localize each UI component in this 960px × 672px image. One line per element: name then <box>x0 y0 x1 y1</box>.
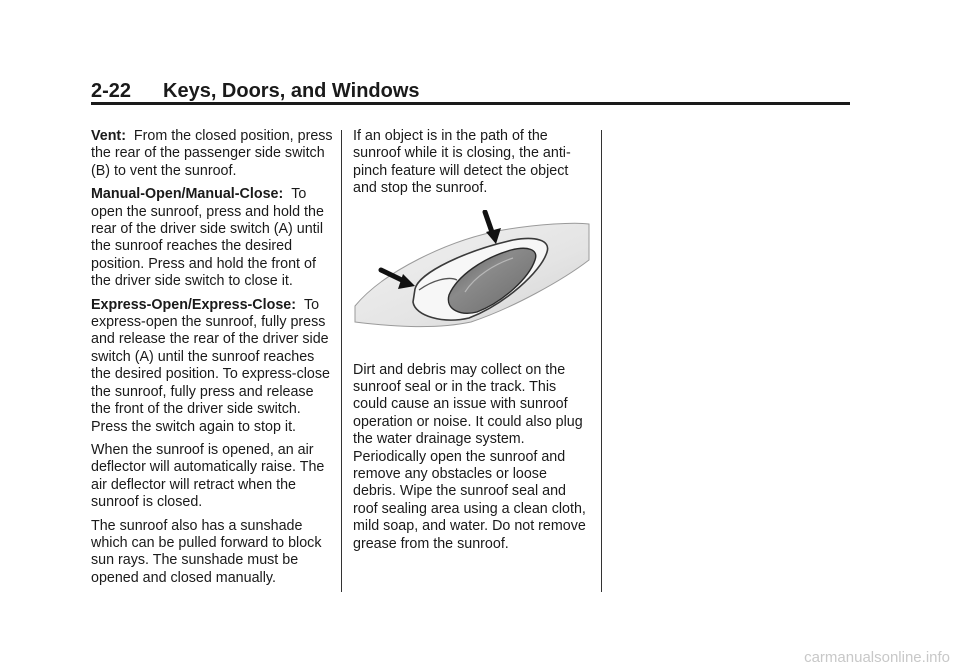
watermark: carmanualsonline.info <box>804 649 950 666</box>
dirt-debris-paragraph: Dirt and debris may collect on the sunroof seal or in the track. This could cause an issue with sunroof operation or noise. It could also plug the water drainage system. Periodically open the sunroof and remove any obstacles or loose debris. Wipe the sunroof seal and roof sealing area using a clean cloth, mild soap, and water. Do not remove grease from the sunroof. <box>353 361 586 552</box>
express-term: Express-Open/Express-Close: <box>91 296 297 313</box>
express-paragraph <box>91 297 335 436</box>
section-title: Keys, Doors, and Windows <box>163 80 420 102</box>
express-text: To express-open the sunroof, fully press and release the rear of the driver side switch (A) until the sunroof reaches the desired position. To express-close the sunroof, fully press and release the front of the driver side switch. Press the switch again to stop it. <box>91 296 330 435</box>
vent-paragraph <box>91 128 335 180</box>
page-number: 2-22 <box>91 80 132 102</box>
sunshade-paragraph: The sunroof also has a sunshade which can be pulled forward to block sun rays. The sunshade must be opened and closed manually. <box>91 517 322 586</box>
vent-term: Vent: <box>91 128 126 144</box>
manual-term: Manual-Open/Manual-Close: <box>91 186 284 203</box>
manual-text: To open the sunroof, press and hold the rear of the driver side switch (A) until the sunroof reaches the desired position. Press and hold the front of the driver side switch to close it. <box>91 186 324 290</box>
right-column <box>353 128 593 559</box>
page-header <box>91 80 420 103</box>
anti-pinch-paragraph: If an object is in the path of the sunroof while it is closing, the anti-pinch feature will detect the object and stop the sunroof. <box>353 128 571 197</box>
column-divider-left <box>341 130 342 592</box>
sunroof-illustration <box>353 210 591 340</box>
vent-text: From the closed position, press the rear of the passenger side switch (B) to vent the sunroof. <box>91 128 333 179</box>
left-column <box>91 128 335 593</box>
header-rule <box>91 102 850 105</box>
column-divider-right <box>601 130 602 592</box>
sunroof-illustration-svg <box>353 210 591 340</box>
air-deflector-paragraph: When the sunroof is opened, an air deflector will automatically raise. The air deflector will retract when the sunroof is closed. <box>91 441 325 511</box>
manual-paragraph <box>91 186 335 290</box>
